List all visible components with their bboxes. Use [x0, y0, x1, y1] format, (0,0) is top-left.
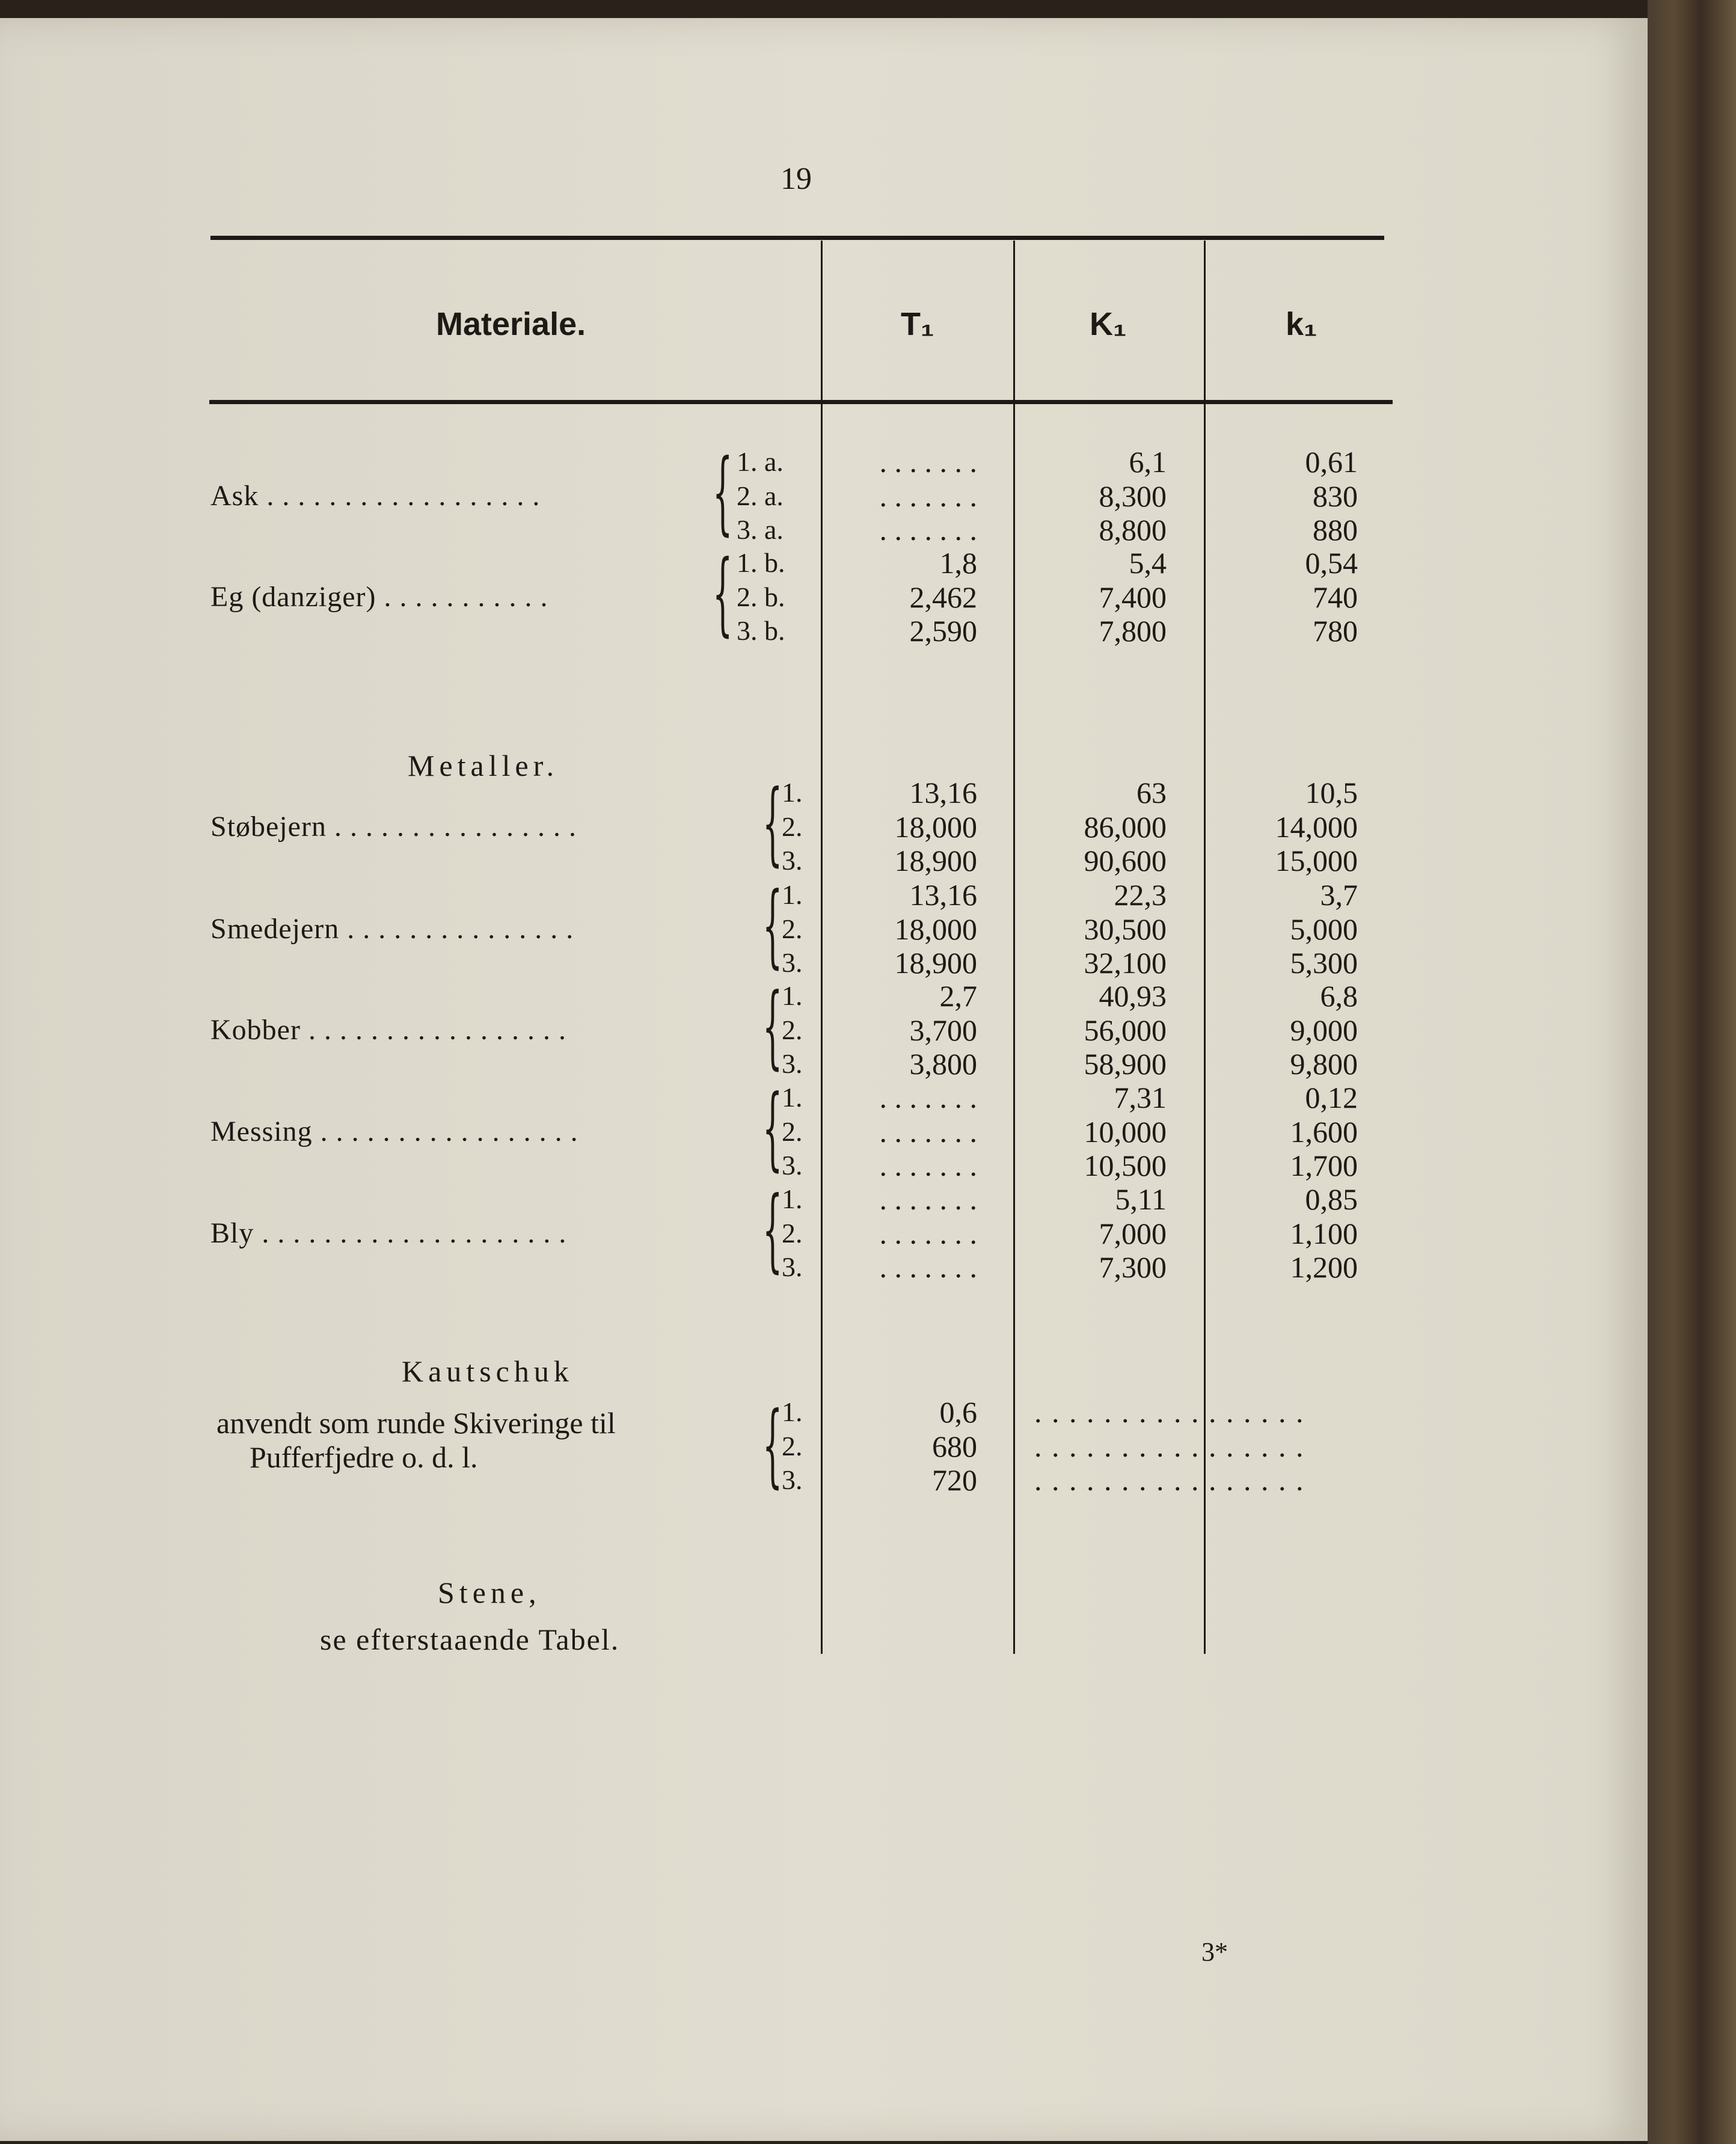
brace-glyph: {: [762, 873, 783, 978]
cell-K1: 32,100: [1084, 946, 1167, 980]
row-index: 3. a.: [737, 514, 784, 545]
cell-k1: 880: [1313, 513, 1358, 547]
cell-T1: 18,000: [894, 912, 977, 946]
row-name: Kobber . . . . . . . . . . . . . . . . .: [210, 1013, 566, 1046]
row-index: 3.: [782, 1464, 803, 1495]
row-index: 1.: [782, 1082, 803, 1113]
cell-T1: . . . . . . .: [879, 479, 977, 513]
row-index: 2. b.: [737, 581, 785, 612]
cell-k1: 0,61: [1305, 445, 1358, 479]
row-index: 2.: [782, 811, 803, 842]
section-title-metals: Metaller.: [408, 749, 559, 782]
cell-K1: 10,500: [1084, 1149, 1167, 1182]
cell-K1: 7,31: [1114, 1081, 1167, 1114]
cell-T1: 3,800: [909, 1047, 977, 1081]
row-index: 2.: [782, 1116, 803, 1147]
cell-T1: 3,700: [909, 1013, 977, 1047]
cell-K1: 5,4: [1129, 546, 1167, 580]
header-k1: k₁: [1286, 306, 1317, 342]
row-index: 3.: [782, 1150, 803, 1181]
cell-k1: 1,200: [1290, 1250, 1358, 1284]
cell-empty-dots: . . . . . . . . . . . . . . . .: [1034, 1463, 1305, 1497]
cell-T1: 720: [932, 1463, 977, 1497]
cell-k1: 0,54: [1305, 546, 1358, 580]
row-index: 1.: [782, 777, 803, 808]
row-index: 1.: [782, 1184, 803, 1214]
cell-T1: . . . . . . .: [879, 1216, 977, 1250]
cell-T1: 13,16: [909, 878, 977, 912]
cell-K1: 6,1: [1129, 445, 1167, 479]
header-material: Materiale.: [436, 306, 586, 342]
row-index: 2.: [782, 1217, 803, 1249]
cell-T1: 680: [932, 1429, 977, 1463]
cell-k1: 14,000: [1275, 809, 1358, 844]
cell-empty-dots: . . . . . . . . . . . . . . . .: [1034, 1395, 1305, 1429]
cell-K1: 22,3: [1114, 878, 1167, 912]
page-number: 19: [781, 162, 812, 196]
cell-T1: 0,6: [939, 1395, 977, 1429]
cell-k1: 1,600: [1290, 1114, 1358, 1149]
row-index: 1.: [782, 879, 803, 910]
cell-K1: 10,000: [1084, 1114, 1167, 1149]
kautschuk-description-line2: Pufferfjedre o. d. l.: [250, 1440, 478, 1474]
cell-T1: 2,7: [939, 979, 977, 1013]
cell-k1: 6,8: [1320, 979, 1358, 1013]
cell-K1: 7,000: [1099, 1216, 1167, 1250]
cell-k1: 0,12: [1305, 1081, 1358, 1114]
brace-glyph: {: [713, 440, 733, 545]
row-index: 1.: [782, 980, 803, 1011]
column-divider-K1: [1013, 241, 1015, 1654]
brace-glyph: {: [762, 1178, 783, 1282]
row-index: 2. a.: [737, 480, 784, 511]
section-title-stene: Stene,: [438, 1576, 541, 1609]
cell-K1: 63: [1136, 776, 1167, 809]
row-index: 3. b.: [737, 615, 785, 646]
cell-k1: 780: [1313, 614, 1358, 648]
top-rule: [210, 236, 1384, 240]
cell-k1: 1,700: [1290, 1149, 1358, 1182]
cell-k1: 1,100: [1290, 1216, 1358, 1250]
cell-T1: . . . . . . .: [879, 1149, 977, 1182]
cell-T1: 1,8: [939, 546, 977, 580]
cell-T1: . . . . . . .: [879, 1081, 977, 1114]
cell-T1: 2,590: [909, 614, 977, 648]
row-index: 3.: [782, 1252, 803, 1282]
cell-K1: 58,900: [1084, 1047, 1167, 1081]
cell-k1: 3,7: [1320, 878, 1358, 912]
cell-k1: 15,000: [1275, 844, 1358, 877]
kautschuk-description-line1: anvendt som runde Skiveringe til: [216, 1406, 616, 1440]
row-name: Bly . . . . . . . . . . . . . . . . . . . .: [210, 1217, 567, 1249]
cell-K1: 7,800: [1099, 614, 1167, 648]
cell-T1: 18,900: [894, 946, 977, 980]
cell-T1: . . . . . . .: [879, 1182, 977, 1216]
brace-glyph: {: [762, 974, 783, 1079]
cell-T1: . . . . . . .: [879, 1250, 977, 1284]
row-index: 1. a.: [737, 446, 784, 477]
cell-T1: . . . . . . .: [879, 1114, 977, 1149]
cell-k1: 5,000: [1290, 912, 1358, 946]
row-name: Eg (danziger) . . . . . . . . . . .: [210, 580, 548, 613]
cell-K1: 86,000: [1084, 809, 1167, 844]
cell-empty-dots: . . . . . . . . . . . . . . . .: [1034, 1429, 1305, 1463]
row-index: 2.: [782, 1430, 803, 1461]
cell-k1: 9,800: [1290, 1047, 1358, 1081]
cell-k1: 10,5: [1305, 776, 1358, 809]
cell-k1: 830: [1313, 479, 1358, 513]
brace-glyph: {: [713, 541, 733, 646]
row-name: Smedejern . . . . . . . . . . . . . . .: [210, 912, 574, 945]
cell-T1: 2,462: [909, 580, 977, 614]
cell-T1: . . . . . . .: [879, 513, 977, 547]
cell-K1: 90,600: [1084, 844, 1167, 877]
cell-K1: 7,400: [1099, 580, 1167, 614]
cell-T1: . . . . . . .: [879, 445, 977, 479]
signature-mark: 3*: [1201, 1937, 1228, 1967]
brace-glyph: {: [762, 1393, 783, 1497]
cell-K1: 8,800: [1099, 513, 1167, 547]
cell-T1: 13,16: [909, 776, 977, 809]
stene-note: se efterstaaende Tabel.: [320, 1623, 620, 1656]
brace-glyph: {: [762, 771, 783, 876]
header-K1: K₁: [1090, 306, 1127, 342]
cell-k1: 0,85: [1305, 1182, 1358, 1216]
row-index: 3.: [782, 845, 803, 876]
row-index: 2.: [782, 1014, 803, 1045]
cell-K1: 30,500: [1084, 912, 1167, 946]
column-divider-t1: [821, 241, 823, 1654]
cell-T1: 18,000: [894, 809, 977, 844]
header-t1: T₁: [901, 306, 934, 342]
book-spine: [1648, 0, 1736, 2144]
row-index: 2.: [782, 913, 803, 944]
cell-k1: 740: [1313, 580, 1358, 614]
row-index: 3.: [782, 947, 803, 978]
section-title-kautschuk: Kautschuk: [402, 1354, 574, 1388]
cell-K1: 7,300: [1099, 1250, 1167, 1284]
row-name: Messing . . . . . . . . . . . . . . . . .: [210, 1115, 578, 1147]
cell-K1: 8,300: [1099, 479, 1167, 513]
row-name: Støbejern . . . . . . . . . . . . . . . .: [210, 810, 577, 843]
cell-K1: 40,93: [1099, 979, 1167, 1013]
row-index: 1.: [782, 1396, 803, 1427]
cell-K1: 5,11: [1115, 1182, 1167, 1216]
cell-k1: 9,000: [1290, 1013, 1358, 1047]
cell-K1: 56,000: [1084, 1013, 1167, 1047]
header-rule: [209, 400, 1393, 404]
row-name: Ask . . . . . . . . . . . . . . . . . .: [210, 479, 541, 512]
brace-glyph: {: [762, 1076, 783, 1181]
row-index: 1. b.: [737, 547, 785, 578]
row-index: 3.: [782, 1048, 803, 1079]
cell-k1: 5,300: [1290, 946, 1358, 980]
cell-T1: 18,900: [894, 844, 977, 877]
